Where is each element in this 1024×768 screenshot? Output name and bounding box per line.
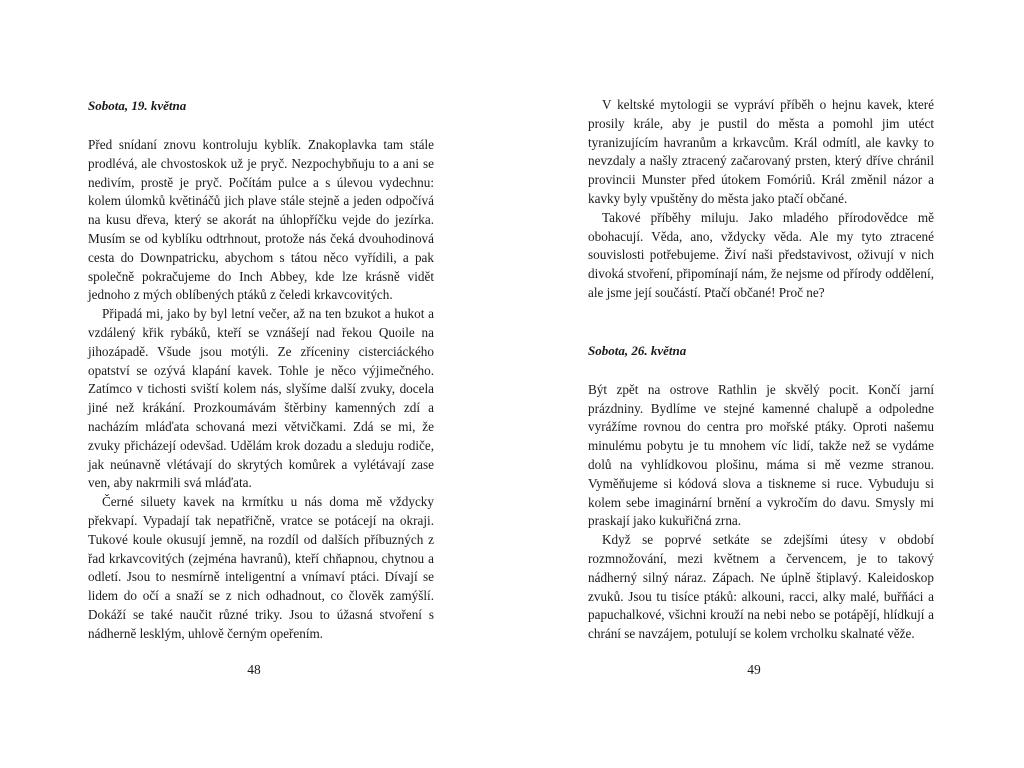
page-number: 48 [247, 662, 261, 677]
paragraph: Před snídaní znovu kontroluju kyblík. Znakoplavka tam stále prodlévá, ale chvostoskok už je pryč. Nezpochybňuju to a ani se nedivím, prostě je pryč. Počítám pulce a s úlevou vydechnu: kolem úlomků květináčů jich plave stále stejně a jeden odpočívá na kusu dřeva, který se akorát na úhlopříčku vejde do jezírka. Musím se od kyblíku odtrhnout, protože nás čeká dvouhodinová cesta do Downpatricku, abychom s tátou něco vyřídili, a pak společně pokračujeme do Inch Abbey, kde lze krásně vidět jednoho z mých oblíbených ptáků z čeledi krkavcovitých. [88, 137, 434, 303]
entry-heading: Sobota, 26. května [588, 342, 687, 358]
page-number: 49 [747, 662, 761, 677]
paragraph: V keltské mytologii se vypráví příběh o hejnu kavek, které prosily krále, aby je pustil do města a pomohl jim utéct tyranizujícím havranům a krkavcům. Král odmítl, ale kavky to nevzdaly a našly ztracený začarovaný prsten, který dříve chránil provincii Munster před útokem Fomóriů. Král změnil názor a kavky byly vpuštěny do města jako ptačí občané. [588, 97, 934, 206]
paragraph: Být zpět na ostrove Rathlin je skvělý pocit. Končí jarní prázdniny. Bydlíme ve stejné kamenné chalupě a odpoledne vyrážíme rovnou do centra pro mořské ptáky. Oproti našemu minulému pobytu je tu mnohem víc lidí, takže než se vydáme dolů na vyhlídkovou plošinu, máma si mě vezme stranou. Vyměňujeme si kódová slova a tiskneme si ruce. Vybuduju si kolem sebe imaginární brnění a vykročím do davu. Smysly mi praskají jako kukuřičná zrna. [588, 381, 934, 529]
left-page [88, 0, 434, 768]
paragraph: Připadá mi, jako by byl letní večer, až na ten bzukot a hukot a vzdálený křik rybáků, kteří se vznášejí nad řekou Quoile na jihozápadě. Všude jsou motýli. Ze zříceniny cisterciáckého opatství se ozývá klapání kavek. Tohle je něco výjimečného. Zatímco v tichosti sviští kolem nás, slyšíme další zvuky, docela jiné než krákání. Prozkoumávám štěrbiny kamenných zdí a nacházím mláďata schovaná mezi větvičkami. Zdá se mi, že zvuky přicházejí odevšad. Udělám krok dozadu a sleduju rodiče, jak neúnavně vlétávají do skrytých komůrek a vylétávají zase ven, aby nakrmili svá mláďata. [88, 306, 434, 491]
entry-heading: Sobota, 19. května [88, 98, 187, 113]
paragraph: Když se poprvé setkáte se zdejšími útesy v období rozmnožování, mezi květnem a červencem, je to takový nádherný silný náraz. Zápach. Ne úplně štiplavý. Kaleidoskop zvuků. Jsou tu tisíce ptáků: alkouni, racci, alky malé, buřňáci a papuchalkové, všichni krouží na nebi nebo se potápějí, hlídkují a chrání se navzájem, potulují se kolem vrcholku skalnaté věže. [588, 532, 934, 642]
paragraph: Černé siluety kavek na krmítku u nás doma mě vždycky překvapí. Vypadají tak nepatřičně, vratce se potácejí na okraji. Tukové koule okusují jemně, na rozdíl od dalších příbuzných z řad krkavcovitých (zejména havranů), kteří chňapnou, chytnou a odletí. Jsou to nesmírně inteligentní a vnímaví ptáci. Dívají se lidem do očí a snaží se z nich odhadnout, co člověk zamýšlí. Dokáží se také naučit různé triky. Jsou to úžasná stvoření s nádherně lesklým, uhlově černým opeřením. [88, 494, 434, 641]
right-page [588, 0, 934, 768]
paragraph: Takové příběhy miluju. Jako mladého přírodovědce mě obohacují. Věda, ano, vždycky věda. Ale my tyto ztracené souvislosti potřebujeme. Živí naši představivost, oživují v nich divoká stvoření, připomínají nám, že nejsme od přírody oddělení, ale jsme její součástí. Ptačí občané! Proč ne? [588, 209, 934, 300]
